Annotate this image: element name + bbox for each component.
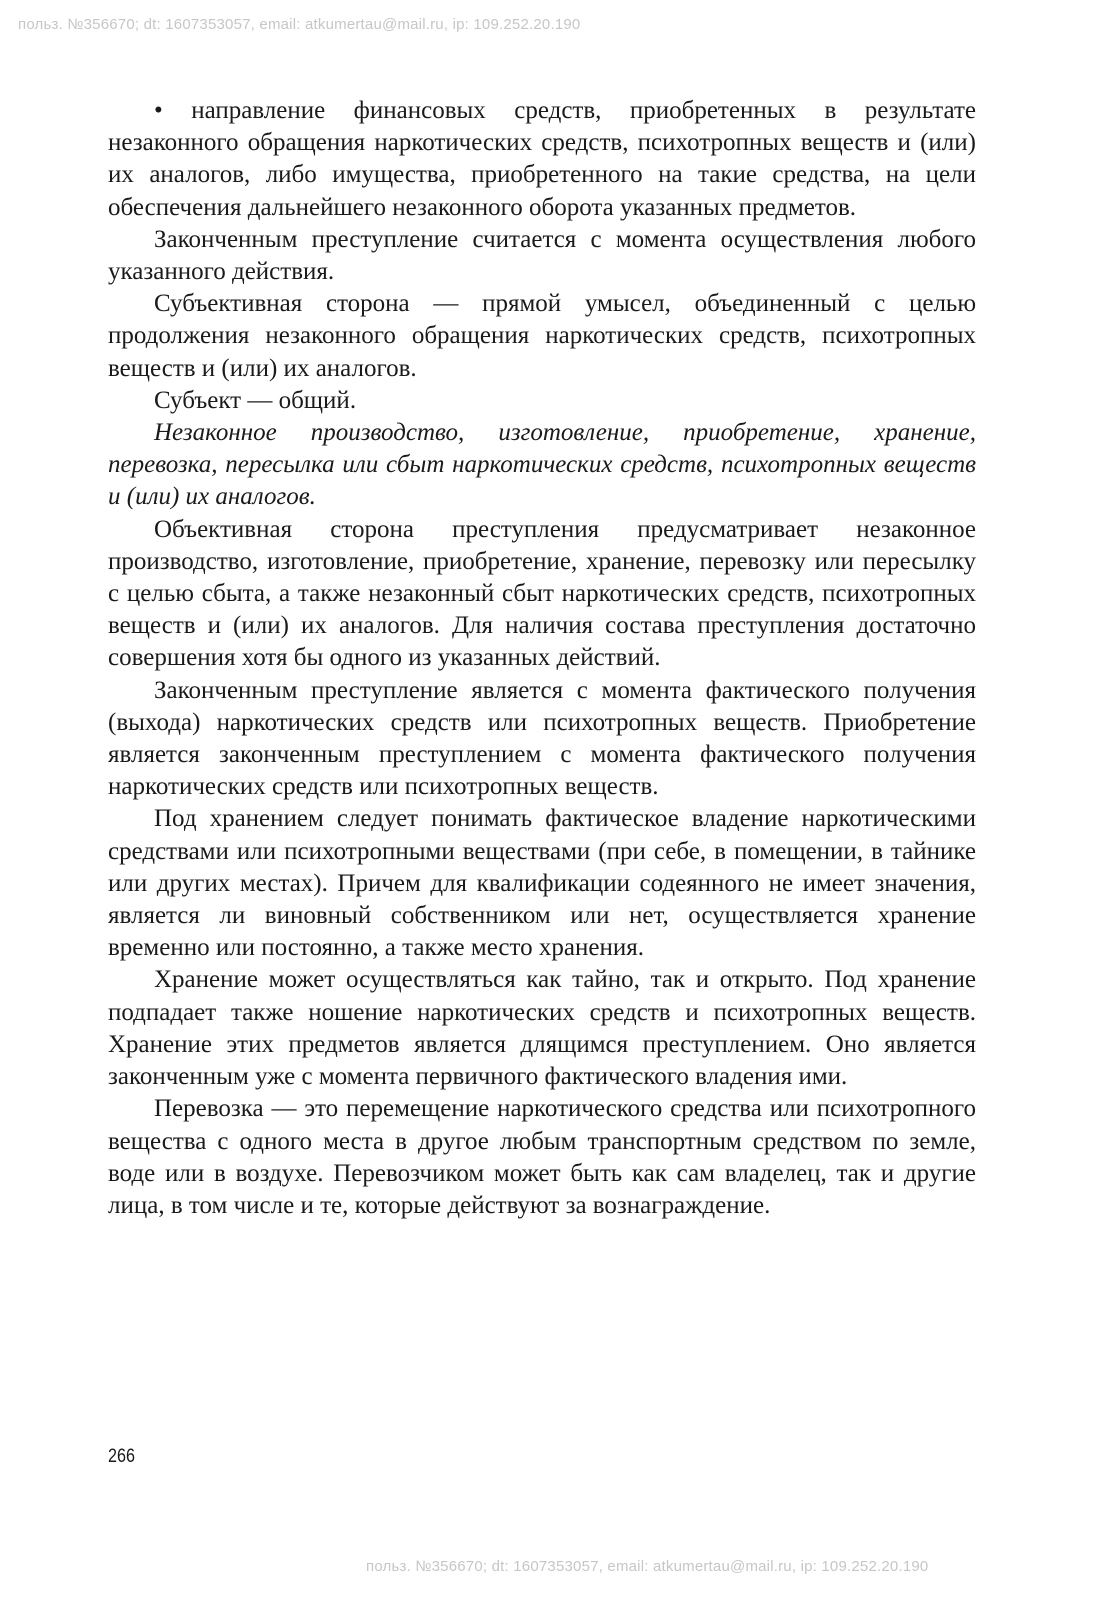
paragraph: Законченным преступление является с момента фактического получения (выхода) наркотических средств или психотропных веществ. Приобретение является законченным преступлением с момента фактического получения наркотических средств или психотропных веществ.	[108, 676, 976, 801]
page-number: 266	[108, 1446, 135, 1467]
paragraph: Субъект — общий.	[154, 386, 357, 414]
paragraph: Под хранением следует понимать фактическое владение наркотическими средствами или психотропными веществами (при себе, в помещении, в тайнике или других местах). Причем для квалификации содеянного не имеет значения, является ли виновный собственником или нет, осуществляется хранение временно или постоянно, а также место хранения.	[108, 805, 976, 962]
paragraph: Законченным преступление считается с момента осуществления любого указанного действия.	[108, 225, 976, 286]
paragraph: Хранение может осуществляться как тайно, так и открыто. Под хранение подпадает также ношение наркотических средств и психотропных веществ. Хранение этих предметов является длящимся преступлением. Оно является законченным уже с момента первичного фактического владения ими.	[108, 966, 976, 1091]
watermark-top: польз. №356670; dt: 1607353057, email: atkumertau@mail.ru, ip: 109.252.20.190	[18, 16, 581, 33]
paragraph: Перевозка — это перемещение наркотического средства или психотропного вещества с одного места в другое любым транспортным средством по земле, воде или в воздухе. Перевозчиком может быть как сам владелец, так и другие лица, в том числе и те, которые действуют за вознаграждение.	[108, 1095, 976, 1219]
paragraph: • направление финансовых средств, приобретенных в результате незаконного обращения наркотических средств, психотропных веществ и (или) их аналогов, либо имущества, приобретенного на такие средства, на цели обеспечения дальнейшего незаконного оборота указанных предметов.	[108, 97, 976, 221]
italic-heading-paragraph: Незаконное производство, изготовление, приобретение, хранение, перевозка, пересылка или сбыт наркотических средств, психотропных веществ и (или) их аналогов.	[108, 419, 976, 511]
paragraph: Объективная сторона преступления предусматривает незаконное производство, изготовление, приобретение, хранение, перевозку или пересылку с целью сбыта, а также незаконный сбыт наркотических средств, психотропных веществ и (или) их аналогов. Для наличия состава преступления достаточно совершения хотя бы одного из указанных действий.	[108, 515, 976, 672]
page-body	[108, 95, 976, 1222]
watermark-bottom: польз. №356670; dt: 1607353057, email: atkumertau@mail.ru, ip: 109.252.20.190	[366, 1558, 929, 1575]
paragraph: Субъективная сторона — прямой умысел, объединенный с целью продолжения незаконного обращения наркотических средств, психотропных веществ и (или) их аналогов.	[108, 290, 976, 382]
